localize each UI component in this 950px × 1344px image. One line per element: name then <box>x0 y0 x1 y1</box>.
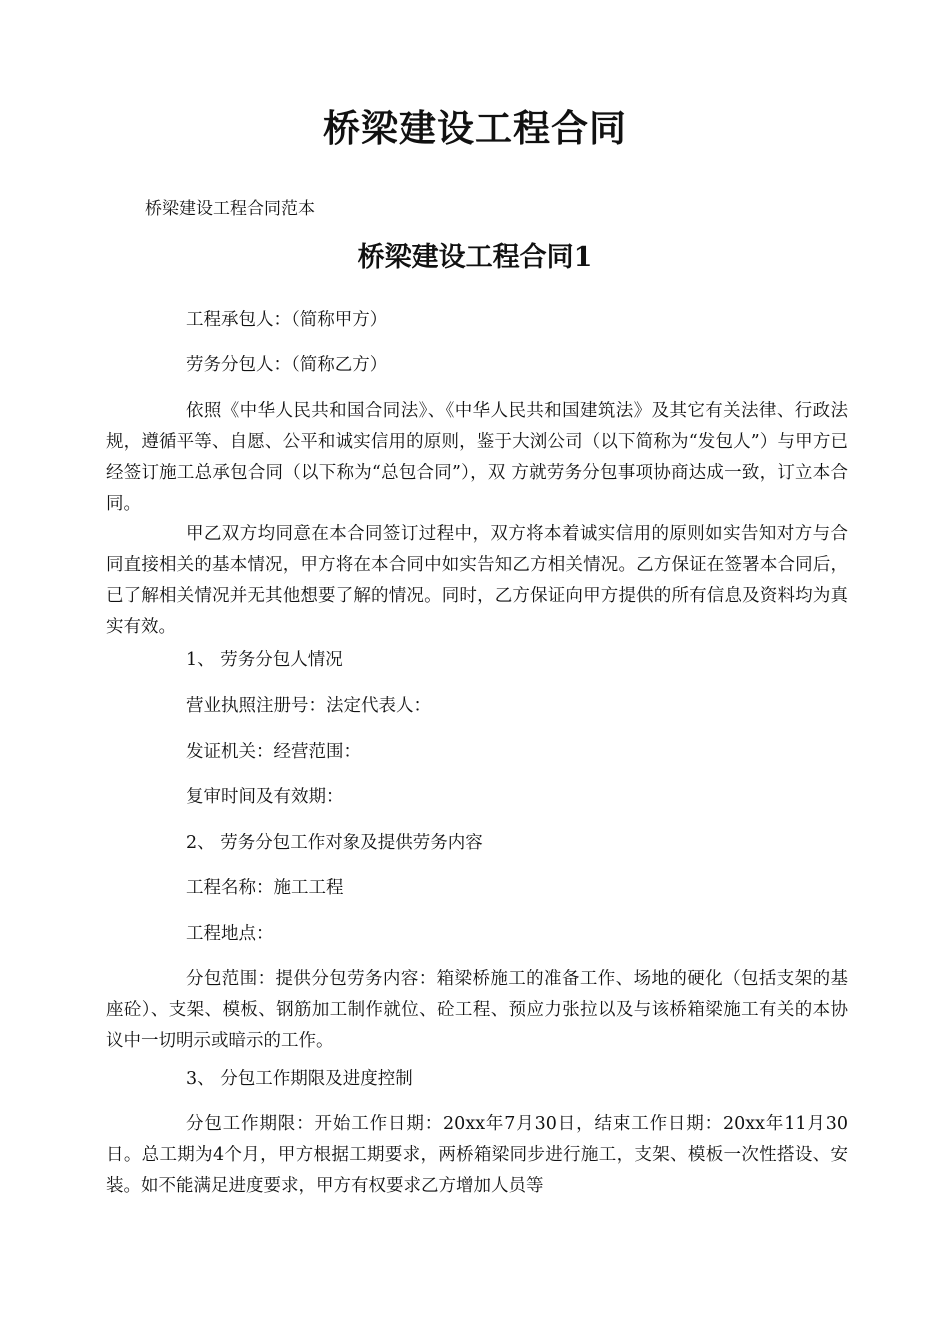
project-name-line: 工程名称：施工工程 <box>186 878 344 898</box>
paragraph-legal-basis: 依照《中华人民共和国合同法》、《中华人民共和国建筑法》及其它有关法律、行政法规，遵循平等、自愿、公平和诚实信用的原则，鉴于大浏公司（以下简称为“发包人”）与甲方已经签订施工总承包合同（以下称为“总包合同”），双 方就劳务分包事项协商达成一致，订立本合同。 <box>106 401 848 514</box>
review-line: 复审时间及有效期： <box>186 787 344 807</box>
document-subtitle: 桥梁建设工程合同范本 <box>145 199 315 219</box>
authority-line: 发证机关：经营范围： <box>186 742 361 762</box>
document-title: 桥梁建设工程合同 <box>323 106 627 150</box>
subcontractor-line: 劳务分包人：（简称乙方） <box>186 355 388 375</box>
paragraph-period: 分包工作期限：开始工作日期：20xx年7月30日，结束工作日期：20xx年11月30日。总工期为4个月，甲方根据工期要求，两桥箱梁同步进行施工，支架、模板一次性搭设、安装。如不能满足进度要求，甲方有权要求乙方增加人员等 <box>106 1114 848 1196</box>
contractor-line: 工程承包人：（简称甲方） <box>186 310 388 330</box>
item3-heading: 3、 分包工作期限及进度控制 <box>186 1069 413 1089</box>
section-title: 桥梁建设工程合同1 <box>357 242 593 273</box>
paragraph-disclosure: 甲乙双方均同意在本合同签订过程中，双方将本着诚实信用的原则如实告知对方与合同直接相关的基本情况，甲方将在本合同中如实告知乙方相关情况。乙方保证在签署本合同后，已了解相关情况并无其他想要了解的情况。同时，乙方保证向甲方提供的所有信息及资料均为真实有效。 <box>106 524 848 637</box>
license-line: 营业执照注册号：法定代表人： <box>186 696 431 716</box>
item2-heading: 2、 劳务分包工作对象及提供劳务内容 <box>186 833 483 853</box>
item1-heading: 1、 劳务分包人情况 <box>186 650 343 670</box>
project-location-line: 工程地点： <box>186 924 274 944</box>
paragraph-scope: 分包范围：提供分包劳务内容：箱梁桥施工的准备工作、场地的硬化（包括支架的基座砼）、支架、模板、钢筋加工制作就位、砼工程、预应力张拉以及与该桥箱梁施工有关的本协议中一切明示或暗示的工作。 <box>106 969 848 1051</box>
